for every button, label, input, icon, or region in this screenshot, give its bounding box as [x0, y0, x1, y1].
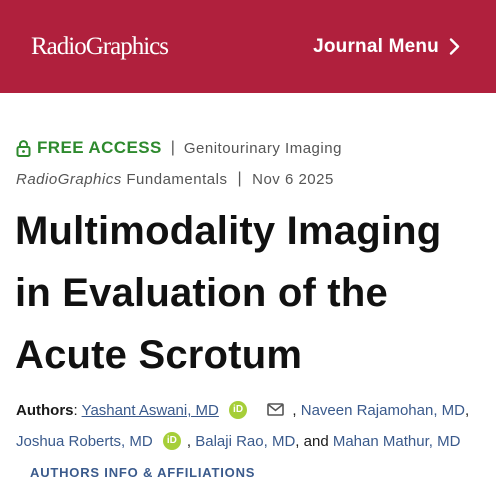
journal-menu-button[interactable] — [313, 36, 460, 58]
mail-icon[interactable] — [267, 403, 284, 416]
author-link[interactable]: Naveen Rajamohan, MD — [300, 402, 465, 419]
authors-affiliations-link[interactable]: AUTHORS INFO & AFFILIATIONS — [30, 465, 256, 480]
comma: , — [186, 433, 192, 450]
divider: | — [170, 139, 175, 156]
authors-label: Authors — [16, 402, 74, 419]
and-word: and — [303, 433, 329, 450]
authors-list — [16, 395, 486, 488]
authors-colon: : — [73, 402, 78, 419]
author-link[interactable]: Joshua Roberts, MD — [16, 433, 153, 450]
comma: , — [295, 433, 300, 450]
article-title — [15, 200, 485, 386]
author-link[interactable]: Balaji Rao, MD — [195, 433, 296, 450]
journal-menu-label: Journal Menu — [313, 35, 439, 57]
journal-name: RadioGraphics — [16, 170, 122, 188]
title-line: in Evaluation of the — [15, 271, 388, 315]
author-link[interactable]: Mahan Mathur, MD — [332, 433, 461, 450]
divider: | — [237, 170, 243, 187]
publication-row — [16, 168, 334, 190]
comma: , — [464, 402, 470, 419]
orcid-icon[interactable]: iD — [229, 401, 247, 419]
access-row — [16, 137, 342, 159]
article-category[interactable]: Genitourinary Imaging — [183, 139, 342, 157]
article-section: Fundamentals — [126, 170, 228, 188]
lock-icon — [16, 140, 31, 157]
free-access-badge: FREE ACCESS — [37, 138, 162, 157]
title-line: Multimodality Imaging — [15, 209, 442, 253]
site-header — [0, 0, 496, 93]
publication-date: Nov 6 2025 — [252, 170, 334, 188]
radiographics-logo[interactable]: RadioGraphics — [31, 32, 168, 60]
author-link[interactable]: Yashant Aswani, MD — [81, 402, 219, 419]
title-line: Acute Scrotum — [15, 333, 303, 377]
orcid-icon[interactable]: iD — [163, 432, 181, 450]
comma: , — [292, 402, 297, 419]
chevron-right-icon — [449, 38, 460, 55]
